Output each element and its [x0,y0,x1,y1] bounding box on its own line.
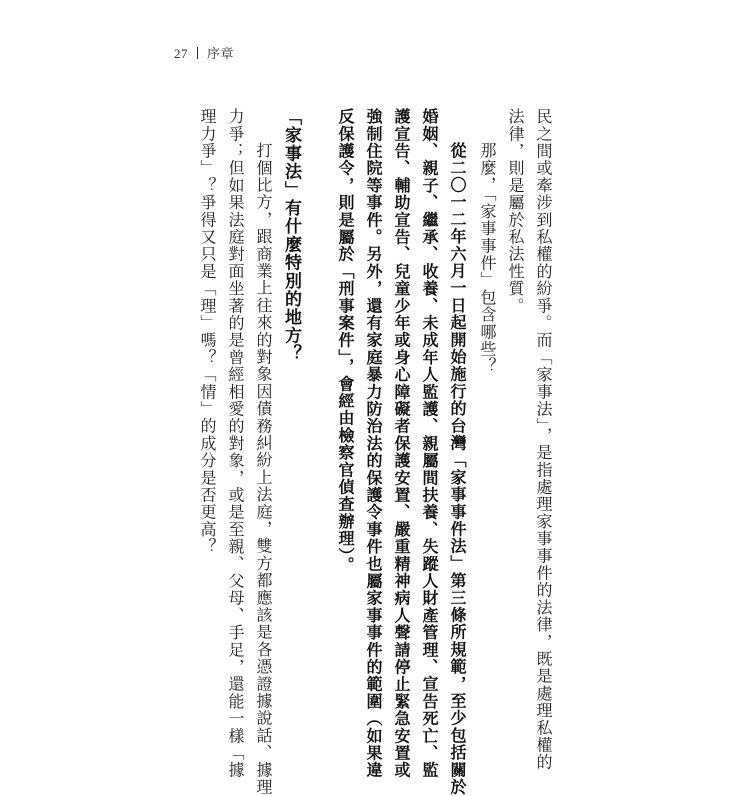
text-column-p3-line2: 婚姻、親子、繼承、收養、未成年人監護、親屬間扶養、失蹤人財產管理、宣告死亡、監 [420,108,439,779]
page-number: 27 [174,46,188,61]
text-column-p3-line1: 從二〇一二年六月一日起開始施行的台灣「家事事件法」第三條所規範，至少包括關於 [448,142,467,796]
text-column-p4-line1: 打個比方，跟商業上往來的對象因債務糾紛上法庭，雙方都應該是各憑證據說話、據理 [254,142,273,796]
text-column-p3-line5: 反保護令，則是屬於「刑事案件」，會經由檢察官偵查辦理）。 [336,108,355,574]
text-column-p2-line1: 那麼，「家事事件」包含哪些？ [478,142,497,375]
text-column-p3-line4: 強制住院等事件。另外，還有家庭暴力防治法的保護令事件也屬家事事件的範圍（如果違 [364,108,383,779]
text-column-p3-line3: 護宣告、輔助宣告、兒童少年或身心障礙者保護安置、嚴重精神病人聲請停止緊急安置或 [392,108,411,779]
text-column-p1-line1: 民之間或牽涉到私權的紛爭。而「家事法」，是指處理家事事件的法律，既是處理私權的 [534,108,553,771]
section-heading: 「家事法」有什麼特別的地方？ [281,108,301,363]
text-column-p4-line2: 力爭；但如果法庭對面坐著的是曾經相愛的對象，或是至親、父母、手足，還能一樣「據 [226,108,245,779]
text-column-p1-line2: 法律，則是屬於私法性質。 [506,108,525,315]
running-header [174,43,234,62]
header-divider [197,47,198,59]
text-column-p4-line3: 理力爭」？爭得又只是「理」嗎？「情」的成分是否更高？ [198,108,217,556]
chapter-title: 序章 [207,46,235,61]
